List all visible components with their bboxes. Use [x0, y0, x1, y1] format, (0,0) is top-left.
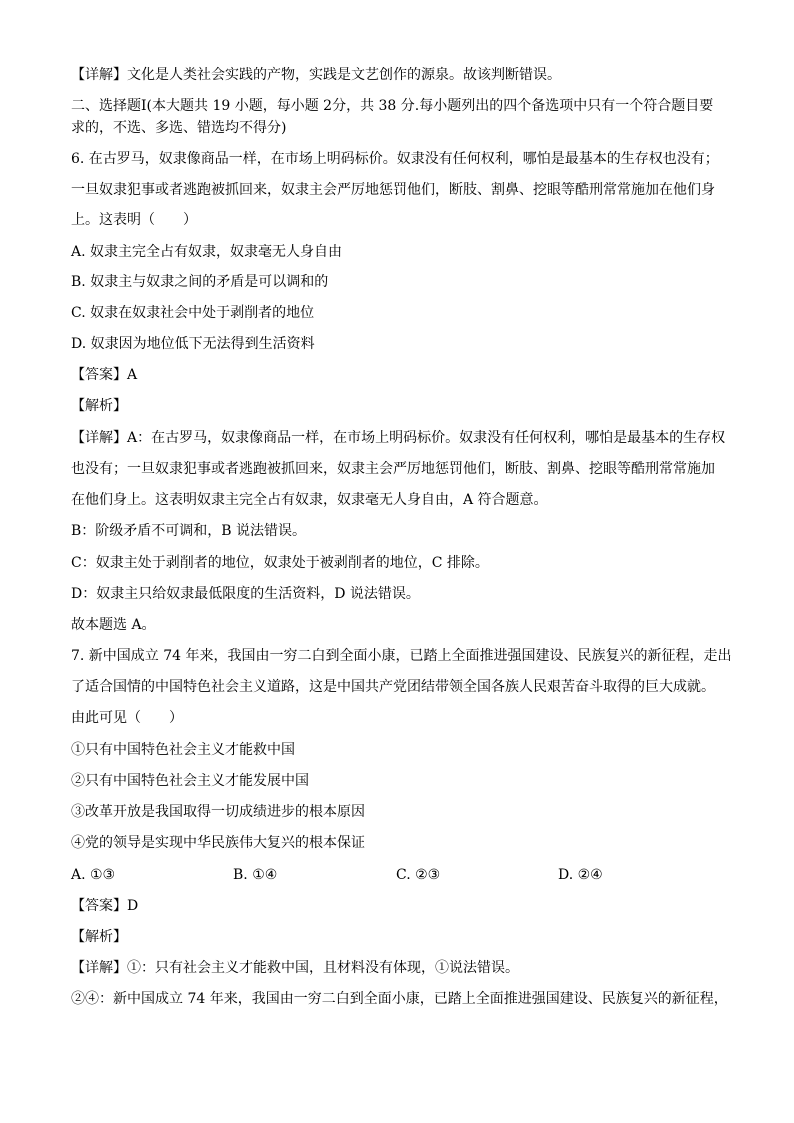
q7-option-b: B. ①④ — [233, 867, 278, 883]
q7-option-c: C. ②③ — [396, 867, 441, 883]
q7-options-row — [71, 865, 721, 885]
q6-option-c: C. 奴隶在奴隶社会中处于剥削者的地位 — [71, 305, 315, 321]
q7-option-a: A. ①③ — [71, 867, 116, 883]
q7-detail-line2: ②④：新中国成立 74 年来，我国由一穷二白到全面小康，已踏上全面推进强国建设、民族复兴的新征程， — [71, 991, 728, 1007]
section-title-line2: 求的，不选、多选、错选均不得分) — [71, 120, 287, 136]
q7-answer: 【答案】D — [71, 898, 139, 914]
q7-stem-line1: 7. 新中国成立 74 年来，我国由一穷二白到全面小康，已踏上全面推进强国建设、民族复兴的新征程，走出 — [71, 648, 732, 664]
q6-detail-c: C：奴隶主处于剥削者的地位，奴隶处于被剥削者的地位，C 排除。 — [71, 555, 489, 571]
q6-detail-d: D：奴隶主只给奴隶最低限度的生活资料，D 说法错误。 — [71, 586, 420, 602]
q7-stem-line3: 由此可见（ ） — [71, 710, 183, 726]
q7-stem-line2: 了适合国情的中国特色社会主义道路，这是中国共产党团结带领全国各族人民艰苦奋斗取得的巨大成就。 — [71, 679, 715, 695]
q7-detail-line1: 【详解】①：只有社会主义才能救中国，且材料没有体现，①说法错误。 — [71, 960, 519, 976]
q6-detail-b: B：阶级矛盾不可调和，B 说法错误。 — [71, 523, 307, 539]
q7-analysis-label: 【解析】 — [71, 929, 127, 945]
q6-conclusion: 故本题选 A。 — [71, 617, 156, 633]
q6-stem-line2: 一旦奴隶犯事或者逃跑被抓回来，奴隶主会严厉地惩罚他们，断肢、割鼻、挖眼等酷刑常常施加在他们身 — [71, 182, 715, 198]
q6-option-d: D. 奴隶因为地位低下无法得到生活资料 — [71, 336, 315, 352]
q7-item-3: ③改革开放是我国取得一切成绩进步的根本原因 — [71, 804, 365, 820]
q7-option-d: D. ②④ — [558, 867, 603, 883]
q6-analysis-label: 【解析】 — [71, 398, 127, 414]
q6-stem-line3: 上。这表明（ ） — [71, 212, 197, 228]
q6-answer: 【答案】A — [71, 367, 138, 383]
q6-option-b: B. 奴隶主与奴隶之间的矛盾是可以调和的 — [71, 274, 329, 290]
q6-detail-line3: 在他们身上。这表明奴隶主完全占有奴隶，奴隶毫无人身自由，A 符合题意。 — [71, 492, 548, 508]
q7-item-2: ②只有中国特色社会主义才能发展中国 — [71, 773, 309, 789]
q6-detail-line1: 【详解】A：在古罗马，奴隶像商品一样，在市场上明码标价。奴隶没有任何权利，哪怕是最基本的生存权 — [71, 430, 726, 446]
q6-option-a: A. 奴隶主完全占有奴隶，奴隶毫无人身自由 — [71, 244, 343, 260]
prev-detail-line: 【详解】文化是人类社会实践的产物，实践是文艺创作的源泉。故该判断错误。 — [71, 67, 561, 83]
q7-item-4: ④党的领导是实现中华民族伟大复兴的根本保证 — [71, 835, 365, 851]
section-title-line1: 二、选择题Ⅰ(本大题共 19 小题，每小题 2分，共 38 分.每小题列出的四个备选项中只有一个符合题目要 — [71, 98, 714, 114]
q6-stem-line1: 6. 在古罗马，奴隶像商品一样，在市场上明码标价。奴隶没有任何权利，哪怕是最基本的生存权也没有； — [71, 151, 719, 167]
q6-detail-line2: 也没有；一旦奴隶犯事或者逃跑被抓回来，奴隶主会严厉地惩罚他们，断肢、割鼻、挖眼等酷刑常常施加 — [71, 461, 715, 477]
q7-item-1: ①只有中国特色社会主义才能救中国 — [71, 742, 295, 758]
